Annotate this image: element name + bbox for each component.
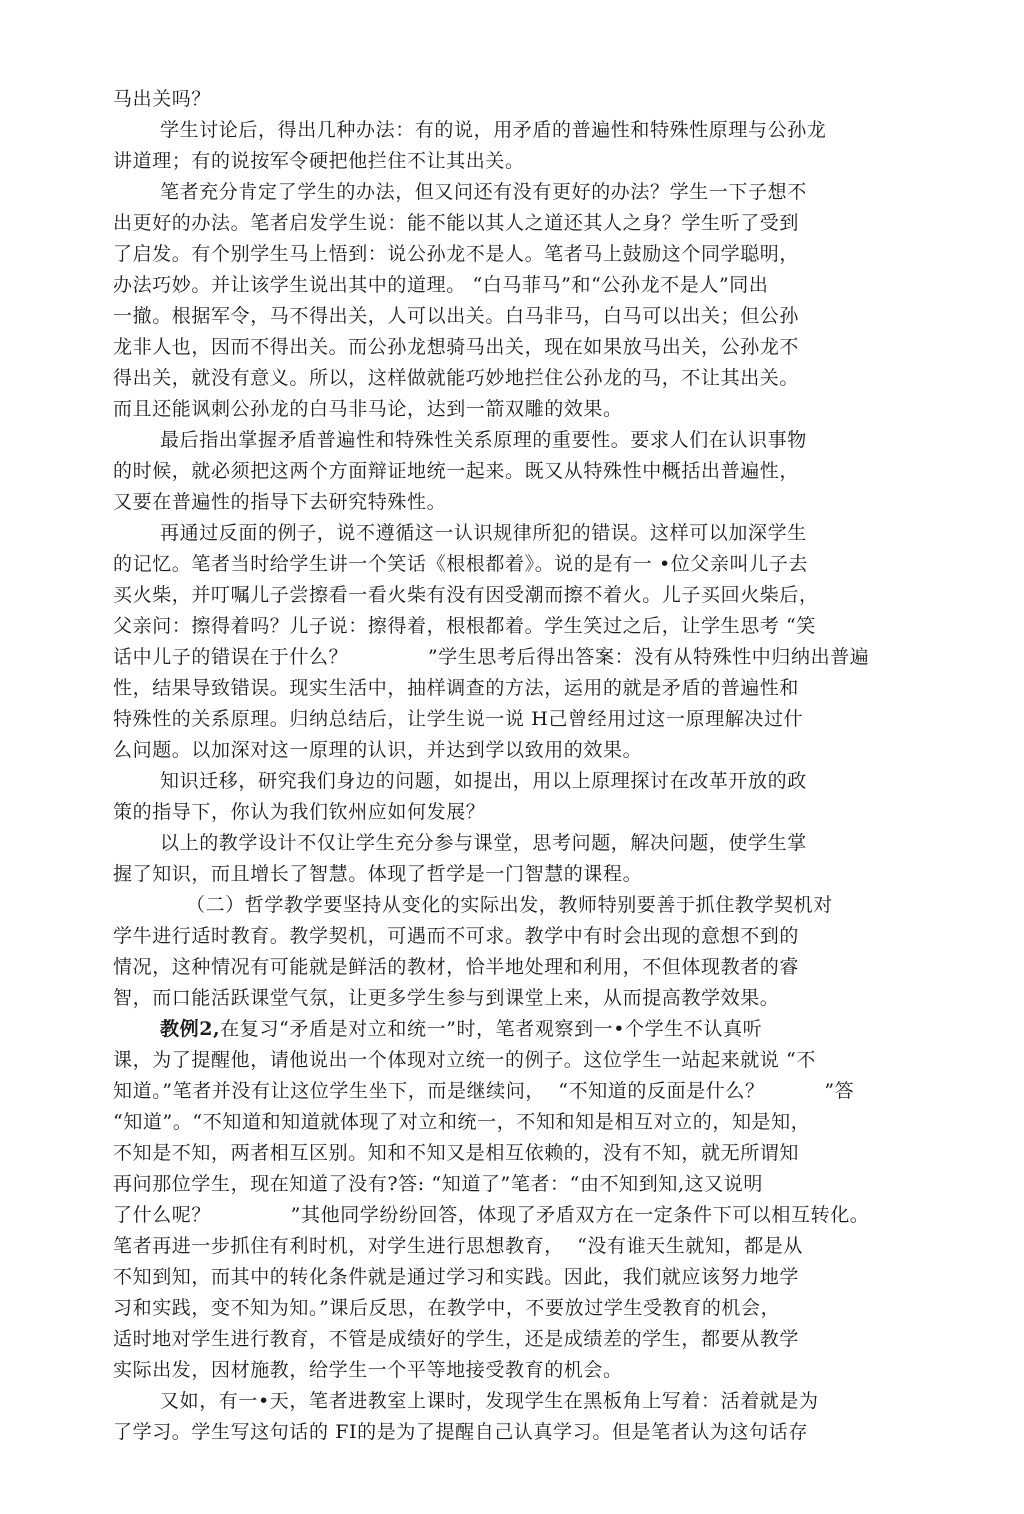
text-line: 再通过反面的例子，说不遵循这一认识规律所犯的错误。这样可以加深学生 <box>160 522 807 544</box>
example-text: 在复习“矛盾是对立和统一”时，笔者观察到一•个学生不认真听 <box>220 1018 763 1040</box>
text-line: 不知是不知，两者相互区别。知和不知又是相互依赖的，没有不知，就无所谓知 <box>113 1142 800 1164</box>
text-line: 马出关吗？ <box>113 88 212 110</box>
text-line: 笔者再进一步抓住有利时机，对学生进行思想教育， “没有谁天生就知，都是从 <box>113 1235 803 1257</box>
text-line: 适时地对学生进行教育，不管是成绩好的学生，还是成绩差的学生，都要从教学 <box>113 1328 800 1350</box>
text-line: 一撤。根据军令，马不得出关，人可以出关。白马非马，白马可以出关；但公孙 <box>113 305 800 327</box>
text-line: 买火柴，并叮嘱儿子尝擦看一看火柴有没有因受潮而擦不着火。儿子买回火柴后， <box>113 584 819 606</box>
text-line: 又要在普遍性的指导下去研究特殊性。 <box>113 491 447 513</box>
example-line <box>160 1016 762 1042</box>
text-line: 知道。”笔者并没有让这位学生坐下，而是继续问， “不知道的反面是什么？ ”答 <box>113 1080 855 1102</box>
text-line: 而且还能讽刺公孙龙的白马非马论，达到一箭双雕的效果。 <box>113 398 623 420</box>
text-line: 再问那位学生，现在知道了没有?答: “知道了”笔者：“由不知到知,这又说明 <box>113 1173 764 1195</box>
text-line: 策的指导下，你认为我们钦州应如何发展？ <box>113 801 486 823</box>
text-line: 智，而口能活跃课堂气氛，让更多学生参与到课堂上来，从而提高教学效果。 <box>113 987 780 1009</box>
text-line: 握了知识，而且增长了智慧。体现了哲学是一门智慧的课程。 <box>113 863 643 885</box>
text-line: 不知到知，而其中的转化条件就是通过学习和实践。因此，我们就应该努力地学 <box>113 1266 800 1288</box>
text-line: 实际出发，因材施教，给学生一个平等地接受教育的机会。 <box>113 1359 623 1381</box>
section-heading-line: （二）哲学教学要坚持从变化的实际出发，教师特别要善于抓住教学契机对 <box>186 894 833 916</box>
text-line: 学牛进行适时教育。教学契机，可遇而不可求。教学中有时会出现的意想不到的 <box>113 925 800 947</box>
text-line: 特殊性的关系原理。归纳总结后，让学生说一说 H己曾经用过这一原理解决过什 <box>113 708 804 730</box>
text-line: 讲道理；有的说按军令硬把他拦住不让其出关。 <box>113 150 525 172</box>
text-line: 以上的教学设计不仅让学生充分参与课堂，思考问题，解决问题，使学生掌 <box>160 832 807 854</box>
text-line: 情况，这种情况有可能就是鲜活的教材，恰半地处理和利用，不但体现教者的睿 <box>113 956 800 978</box>
text-line: 知识迁移，研究我们身边的问题，如提出，用以上原理探讨在改革开放的政 <box>160 770 807 792</box>
text-line: 性，结果导致错误。现实生活中，抽样调查的方法，运用的就是矛盾的普遍性和 <box>113 677 800 699</box>
text-line: 课，为了提醒他，请他说出一个体现对立统一的例子。这位学生一站起来就说 “不 <box>113 1049 816 1071</box>
example-label: 教例2, <box>160 1018 221 1040</box>
text-line: 了启发。有个别学生马上悟到：说公孙龙不是人。笔者马上鼓励这个同学聪明， <box>113 243 800 265</box>
text-line: 又如，有一•天，笔者进教室上课时，发现学生在黑板角上写着：活着就是为 <box>160 1390 819 1412</box>
text-line: 的记忆。笔者当时给学生讲一个笑话《根根都着》。说的是有一 •位父亲叫儿子去 <box>113 553 808 575</box>
text-line: “知道”。“不知道和知道就体现了对立和统一，不知和知是相互对立的，知是知， <box>113 1111 811 1133</box>
text-line: 龙非人也，因而不得出关。而公孙龙想骑马出关，现在如果放马出关，公孙龙不 <box>113 336 800 358</box>
text-line: 么问题。以加深对这一原理的认识，并达到学以致用的效果。 <box>113 739 643 761</box>
text-line: 父亲问：擦得着吗？儿子说：擦得着，根根都着。学生笑过之后，让学生思考 “笑 <box>113 615 816 637</box>
text-line: 学生讨论后，得出几种办法：有的说，用矛盾的普遍性和特殊性原理与公孙龙 <box>160 119 827 141</box>
text-line: 最后指出掌握矛盾普遍性和特殊性关系原理的重要性。要求人们在认识事物 <box>160 429 807 451</box>
text-line: 了学习。学生写这句话的 FI的是为了提醒自己认真学习。但是笔者认为这句话存 <box>113 1421 808 1443</box>
text-line: 的时候，就必须把这两个方面辩证地统一起来。既又从特殊性中概括出普遍性， <box>113 460 800 482</box>
text-line: 习和实践，变不知为知。”课后反思，在教学中，不要放过学生受教育的机会， <box>113 1297 781 1319</box>
text-line: 出更好的办法。笔者启发学生说：能不能以其人之道还其人之身？学生听了受到 <box>113 212 800 234</box>
text-line: 了什么呢？ ”其他同学纷纷回答，体现了矛盾双方在一定条件下可以相互转化。 <box>113 1204 870 1226</box>
text-line: 得出关，就没有意义。所以，这样做就能巧妙地拦住公孙龙的马，不让其出关。 <box>113 367 800 389</box>
text-line: 办法巧妙。并让该学生说出其中的道理。 “白马菲马”和“公孙龙不是人”同出 <box>113 274 769 296</box>
text-line: 笔者充分肯定了学生的办法，但又问还有没有更好的办法？学生一下子想不 <box>160 181 807 203</box>
text-line: 话中儿子的错误在于什么？ ”学生思考后得出答案：没有从特殊性中归纳出普遍 <box>113 646 870 668</box>
